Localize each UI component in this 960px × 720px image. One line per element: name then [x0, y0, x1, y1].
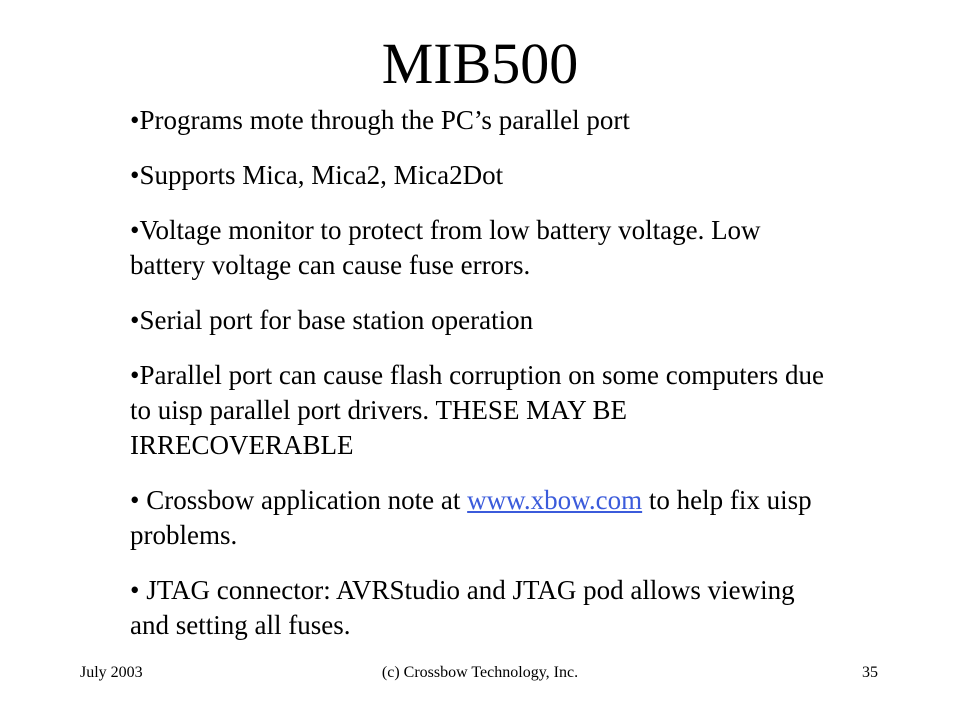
app-note-text-after: to help fix uisp problems.: [130, 485, 812, 550]
slide-title: MIB500: [381, 31, 579, 96]
bullet-voltage-monitor: •Voltage monitor to protect from low battery voltage. Low battery voltage can cause fuse errors.: [130, 215, 761, 280]
footer-date: July 2003: [80, 664, 143, 681]
app-note-text-before: • Crossbow application note at: [130, 485, 468, 515]
bullet-serial-port: •Serial port for base station operation: [130, 305, 534, 335]
xbow-link[interactable]: www.xbow.com: [467, 485, 643, 515]
bullet-jtag-connector: • JTAG connector: AVRStudio and JTAG pod allows viewing and setting all fuses.: [130, 575, 795, 640]
footer-page-number: 35: [862, 664, 878, 681]
bullet-parallel-port-warning: •Parallel port can cause flash corruption on some computers due to uisp parallel port drivers. THESE MAY BE IRRECOVERABLE: [130, 360, 824, 460]
bullet-list: [130, 103, 830, 663]
footer-copyright: (c) Crossbow Technology, Inc.: [381, 664, 579, 681]
bullet-supported-motes: •Supports Mica, Mica2, Mica2Dot: [130, 160, 504, 190]
bullet-programs-mote: •Programs mote through the PC’s parallel port: [130, 105, 630, 135]
bullet-app-note: [130, 483, 830, 553]
